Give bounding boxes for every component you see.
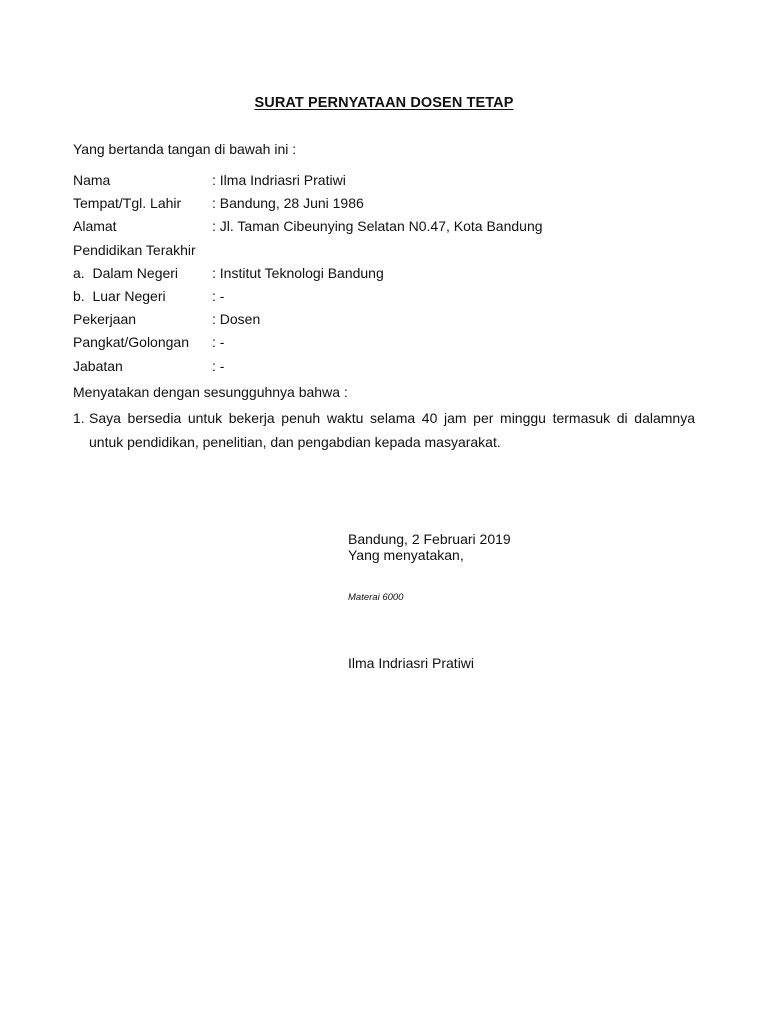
field-row-tempat-tgl-lahir: [73, 193, 713, 216]
field-row-dalam-negeri: [73, 263, 713, 286]
declaration-intro: Menyatakan dengan sesungguhnya bahwa :: [73, 384, 348, 400]
field-value: : -: [212, 287, 225, 304]
field-label: Jabatan: [73, 357, 123, 374]
intro-text: Yang bertanda tangan di bawah ini :: [73, 141, 297, 157]
signature-block: [348, 531, 511, 563]
stamp-note: Materai 6000: [348, 592, 404, 603]
field-label: a. Dalam Negeri: [73, 264, 179, 281]
field-value: [212, 240, 713, 263]
statement-item: [73, 406, 695, 454]
field-label: Nama: [73, 172, 111, 188]
statement-number: 1.: [73, 410, 85, 426]
field-row-pangkat-golongan: [73, 332, 713, 355]
field-label: Alamat: [73, 218, 117, 235]
field-label: Pangkat/Golongan: [73, 334, 189, 351]
field-value: : Institut Teknologi Bandung: [212, 264, 384, 281]
field-row-jabatan: [73, 356, 713, 379]
identity-fields: [73, 170, 713, 379]
field-row-luar-negeri: [73, 286, 713, 309]
field-row-pekerjaan: [73, 309, 713, 332]
field-value: : -: [212, 334, 225, 351]
signatory-name: Ilma Indriasri Pratiwi: [348, 655, 475, 671]
field-value: : -: [212, 357, 225, 374]
field-row-pendidikan-terakhir: [73, 240, 713, 263]
field-label: Pekerjaan: [73, 311, 137, 328]
field-label: Tempat/Tgl. Lahir: [73, 195, 182, 212]
document-title: SURAT PERNYATAAN DOSEN TETAP: [254, 95, 514, 111]
signature-role: Yang menyatakan,: [348, 547, 464, 563]
statement-text: Saya bersedia untuk bekerja penuh waktu selama 40 jam per minggu termasuk di dalamnya untuk pendidikan, penelitian, dan pengabdian kepada masyarakat.: [89, 410, 695, 450]
field-row-alamat: [73, 216, 713, 239]
field-value: : Jl. Taman Cibeunying Selatan N0.47, Kota Bandung: [212, 218, 543, 235]
field-value: : Bandung, 28 Juni 1986: [212, 195, 364, 212]
field-label: b. Luar Negeri: [73, 287, 166, 304]
field-value: : Ilma Indriasri Pratiwi: [212, 172, 346, 188]
signature-place-date: Bandung, 2 Februari 2019: [348, 531, 511, 547]
field-value: : Dosen: [212, 311, 261, 328]
field-label: Pendidikan Terakhir: [73, 241, 196, 258]
field-row-nama: [73, 170, 713, 193]
